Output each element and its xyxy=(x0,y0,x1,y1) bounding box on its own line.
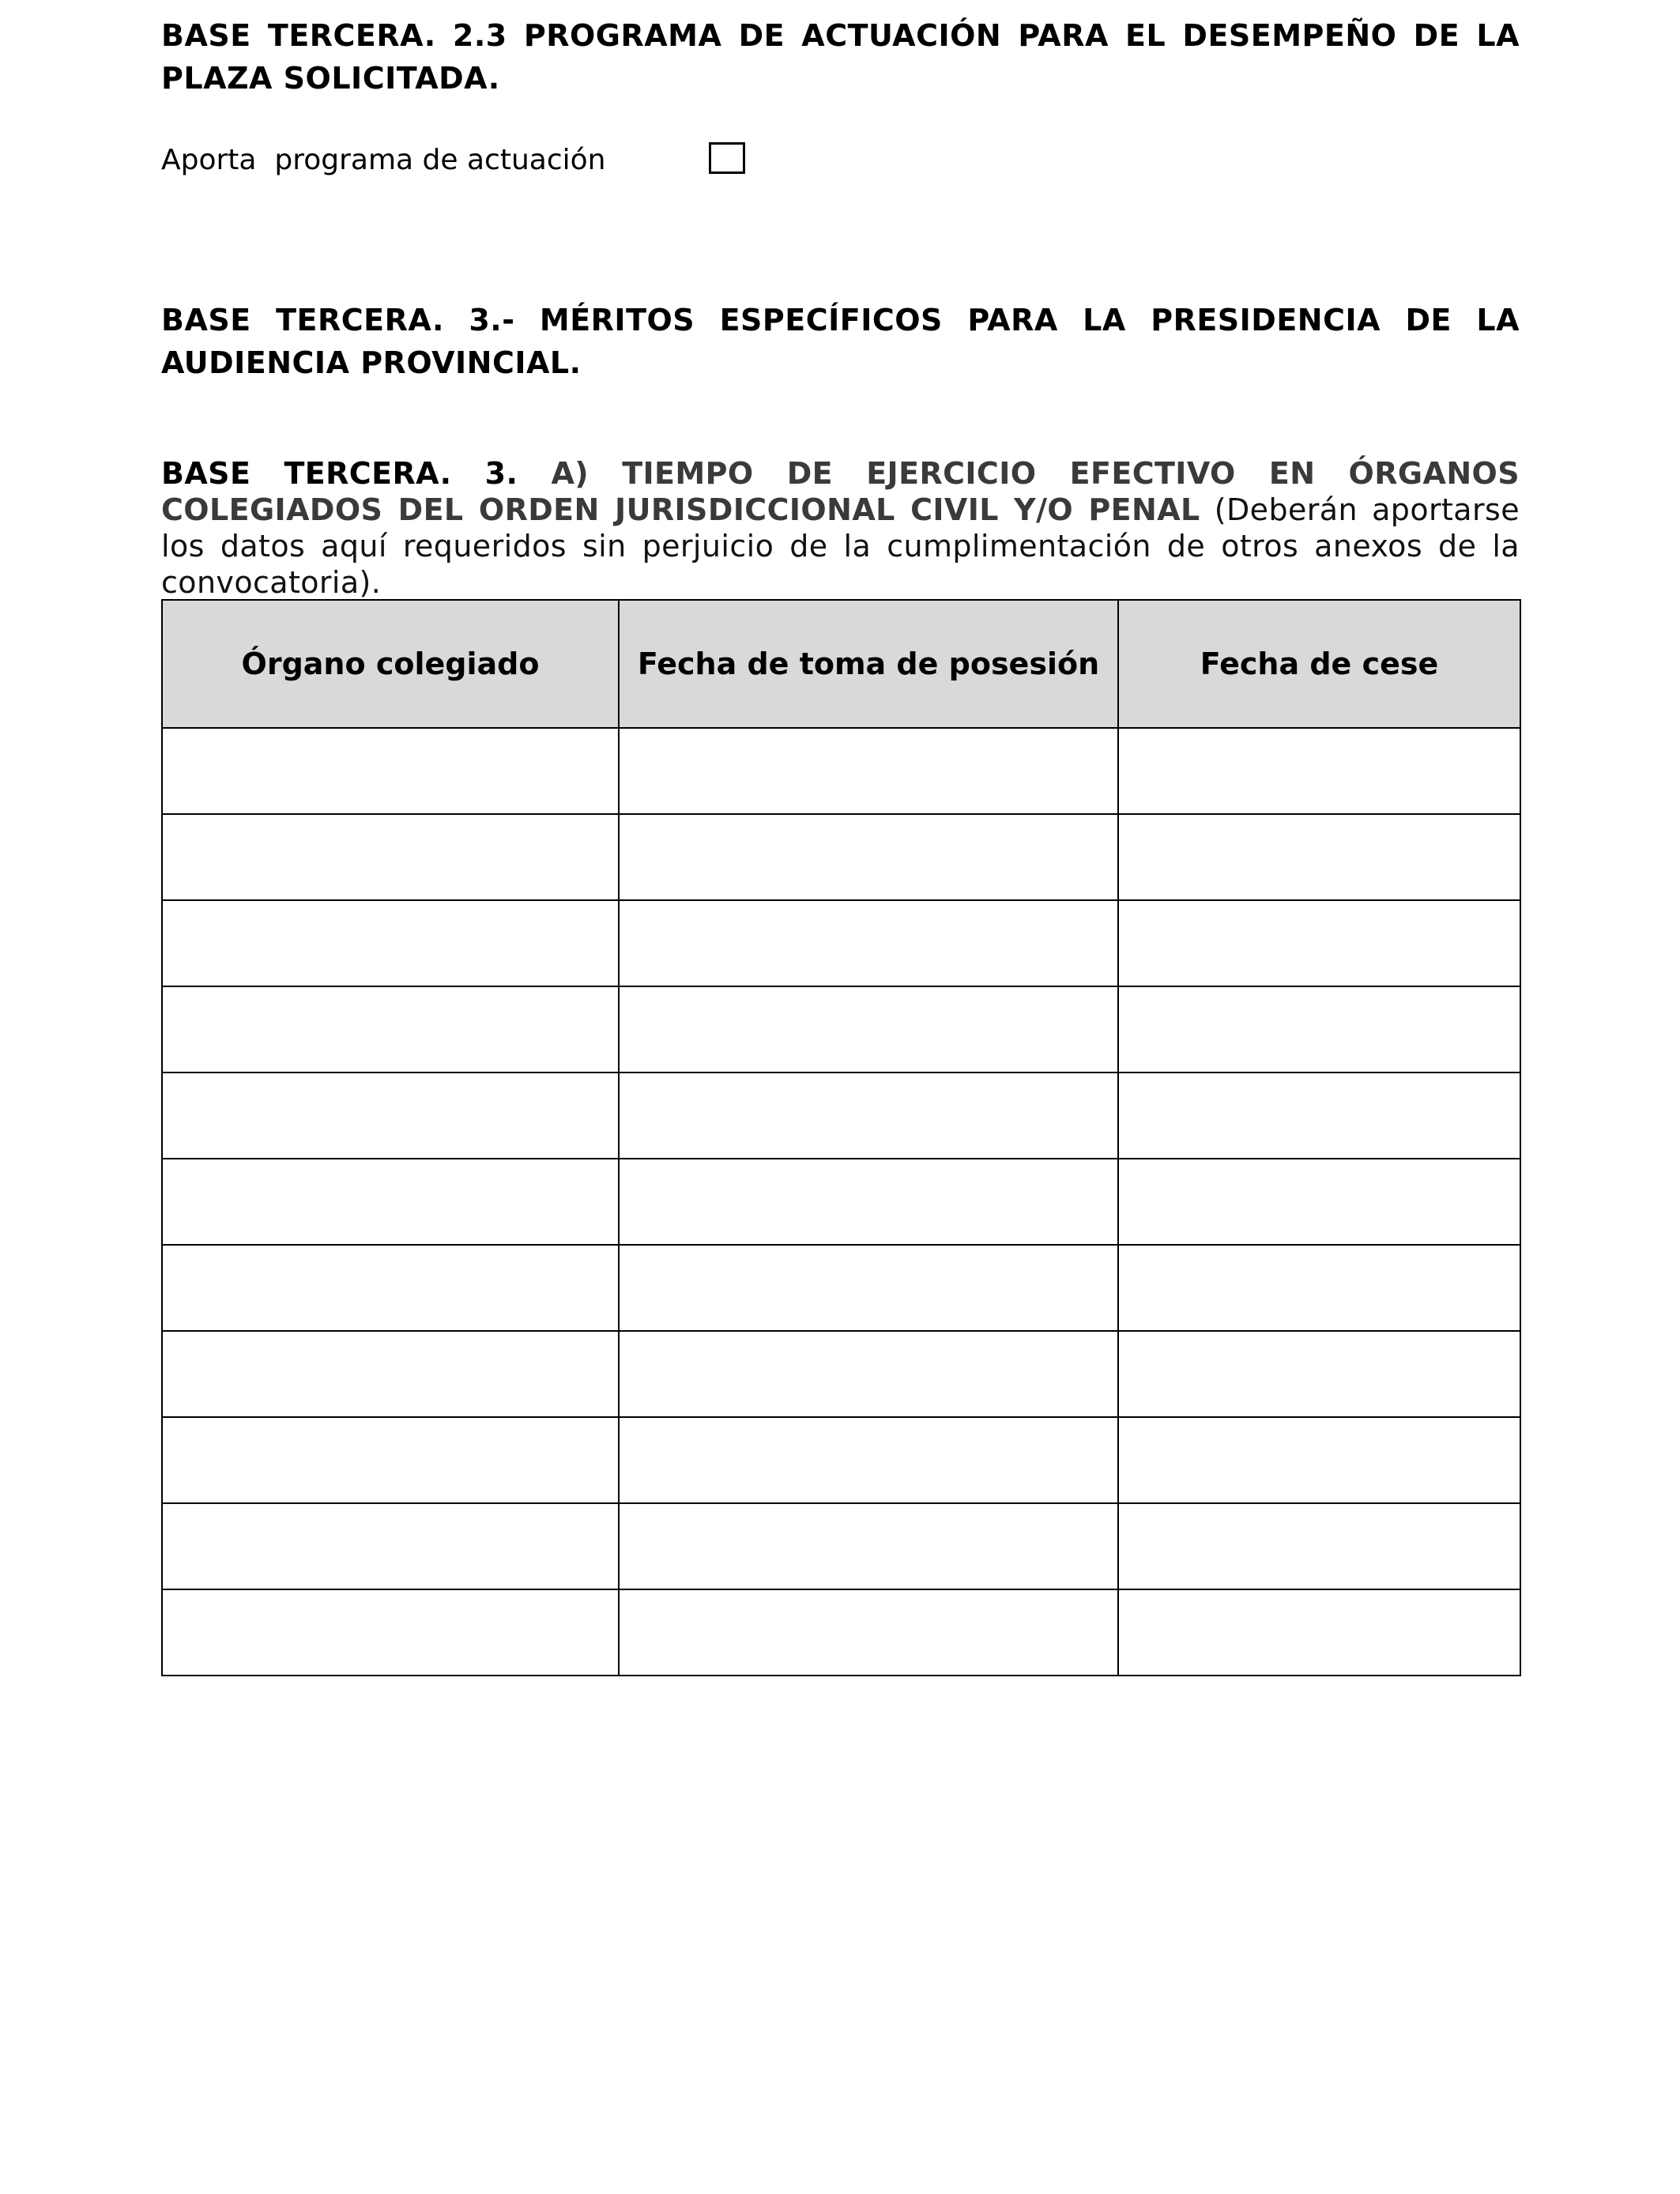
fecha-cese-cell[interactable] xyxy=(1118,814,1520,900)
fecha-cese-cell[interactable] xyxy=(1118,1072,1520,1159)
aporta-programa-label: Aporta programa de actuación xyxy=(161,144,606,176)
table-row xyxy=(162,1589,1520,1676)
organo-colegiado-cell[interactable] xyxy=(162,1417,619,1503)
fecha-toma-posesion-cell[interactable] xyxy=(619,1331,1118,1417)
fecha-toma-posesion-cell[interactable] xyxy=(619,1159,1118,1245)
fecha-cese-cell[interactable] xyxy=(1118,1589,1520,1676)
organo-colegiado-cell[interactable] xyxy=(162,1245,619,1331)
table-row xyxy=(162,1417,1520,1503)
section-3a-paragraph xyxy=(161,455,1520,601)
aporta-programa-row xyxy=(161,139,1520,183)
header-fecha-cese: Fecha de cese xyxy=(1118,600,1520,728)
table-row xyxy=(162,814,1520,900)
table-body xyxy=(162,728,1520,1676)
fecha-toma-posesion-cell[interactable] xyxy=(619,1589,1118,1676)
organo-colegiado-cell[interactable] xyxy=(162,1589,619,1676)
table-row xyxy=(162,1331,1520,1417)
table-row xyxy=(162,1072,1520,1159)
organo-colegiado-cell[interactable] xyxy=(162,1159,619,1245)
section-3a-title: A) TIEMPO DE EJERCICIO EFECTIVO EN ÓRGANOS COLEGIADOS DEL ORDEN JURISDICCIONAL CIVIL Y/O PENAL xyxy=(161,456,1520,527)
fecha-toma-posesion-cell[interactable] xyxy=(619,728,1118,814)
fecha-toma-posesion-cell[interactable] xyxy=(619,814,1118,900)
organo-colegiado-cell[interactable] xyxy=(162,1503,619,1589)
fecha-toma-posesion-cell[interactable] xyxy=(619,1417,1118,1503)
section-2-3-heading: BASE TERCERA. 2.3 PROGRAMA DE ACTUACIÓN PARA EL DESEMPEÑO DE LA PLAZA SOLICITADA. xyxy=(161,18,1520,96)
fecha-cese-cell[interactable] xyxy=(1118,900,1520,986)
fecha-cese-cell[interactable] xyxy=(1118,728,1520,814)
table-row xyxy=(162,986,1520,1072)
aporta-programa-checkbox[interactable] xyxy=(709,142,745,174)
header-organo-colegiado: Órgano colegiado xyxy=(162,600,619,728)
table-row xyxy=(162,1159,1520,1245)
organos-colegiados-table xyxy=(161,599,1521,1676)
organo-colegiado-cell[interactable] xyxy=(162,728,619,814)
fecha-toma-posesion-cell[interactable] xyxy=(619,1245,1118,1331)
fecha-toma-posesion-cell[interactable] xyxy=(619,986,1118,1072)
organo-colegiado-cell[interactable] xyxy=(162,1331,619,1417)
fecha-cese-cell[interactable] xyxy=(1118,986,1520,1072)
fecha-cese-cell[interactable] xyxy=(1118,1159,1520,1245)
fecha-cese-cell[interactable] xyxy=(1118,1331,1520,1417)
table-row xyxy=(162,900,1520,986)
fecha-cese-cell[interactable] xyxy=(1118,1417,1520,1503)
fecha-toma-posesion-cell[interactable] xyxy=(619,1072,1118,1159)
organo-colegiado-cell[interactable] xyxy=(162,1072,619,1159)
fecha-cese-cell[interactable] xyxy=(1118,1245,1520,1331)
section-3a-note: (Deberán aportarse los datos aquí requeridos sin perjuicio de la cumplimentación de otros anexos de la convocatoria). xyxy=(161,492,1520,600)
section-3-heading: BASE TERCERA. 3.- MÉRITOS ESPECÍFICOS PARA LA PRESIDENCIA DE LA AUDIENCIA PROVINCIAL. xyxy=(161,303,1520,380)
section-3a-lead: BASE TERCERA. 3. xyxy=(161,456,518,491)
organo-colegiado-cell[interactable] xyxy=(162,814,619,900)
table-row xyxy=(162,728,1520,814)
table-header-row xyxy=(162,600,1520,728)
table-row xyxy=(162,1503,1520,1589)
organo-colegiado-cell[interactable] xyxy=(162,900,619,986)
fecha-toma-posesion-cell[interactable] xyxy=(619,1503,1118,1589)
header-fecha-toma-posesion: Fecha de toma de posesión xyxy=(619,600,1118,728)
table-row xyxy=(162,1245,1520,1331)
organo-colegiado-cell[interactable] xyxy=(162,986,619,1072)
fecha-cese-cell[interactable] xyxy=(1118,1503,1520,1589)
fecha-toma-posesion-cell[interactable] xyxy=(619,900,1118,986)
